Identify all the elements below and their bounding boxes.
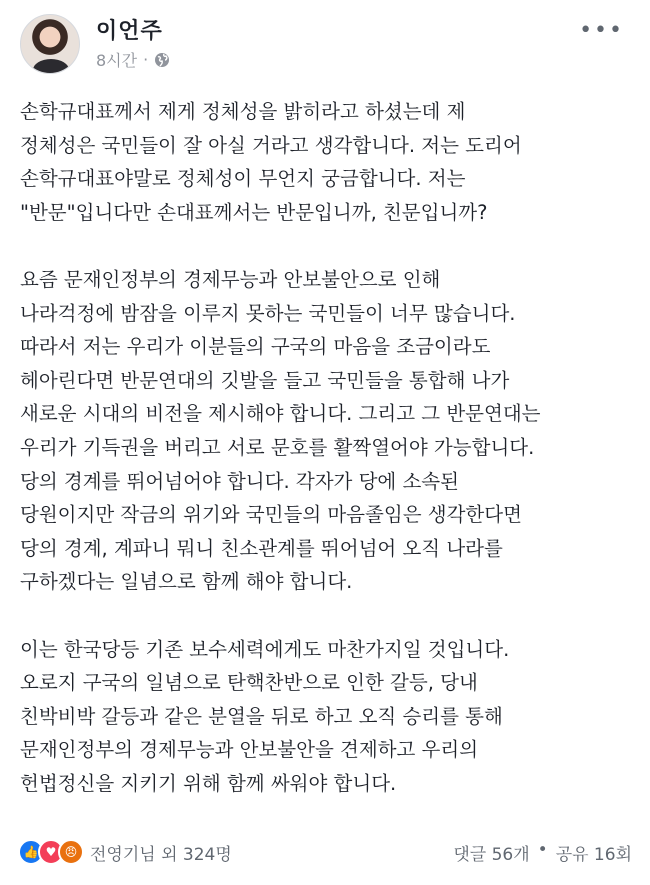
post-time[interactable]: 8시간	[96, 51, 138, 70]
paragraph-gap	[20, 599, 632, 633]
comments-count[interactable]: 댓글 56개	[453, 844, 530, 865]
reactions-count[interactable]: 전영기님 외 324명	[90, 844, 232, 865]
text-line: 따라서 저는 우리가 이분들의 구국의 마음을 조금이라도	[20, 335, 491, 359]
meta-dot: ·	[143, 50, 149, 69]
shares-count[interactable]: 공유 16회	[555, 844, 632, 865]
stats-separator: •	[537, 839, 548, 860]
text-line: 당의 경계, 계파니 뭐니 친소관계를 뛰어넘어 오직 나라를	[20, 536, 503, 560]
paragraph-1	[20, 95, 632, 229]
post-header	[18, 12, 632, 74]
text-line: 헤아린다면 반문연대의 깃발을 들고 국민들을 통합해 나가	[20, 368, 510, 392]
text-line: 요즘 문재인정부의 경제무능과 안보불안으로 인해	[20, 267, 441, 291]
text-line: "반문"입니다만 손대표께서는 반문입니까, 친문입니까?	[20, 200, 488, 224]
text-line: 우리가 기득권을 버리고 서로 문호를 활짝열어야 가능합니다.	[20, 435, 535, 459]
text-line: 오로지 구국의 일념으로 탄핵찬반으로 인한 갈등, 당내	[20, 671, 478, 695]
text-line: 구하겠다는 일념으로 함께 해야 합니다.	[20, 570, 353, 594]
globe-icon[interactable]	[154, 52, 170, 68]
more-horizontal-icon[interactable]: •••	[579, 18, 624, 43]
like-icon: 👍	[18, 839, 44, 865]
avatar[interactable]	[20, 14, 80, 74]
paragraph-3	[20, 633, 632, 801]
author-name[interactable]: 이언주	[96, 19, 163, 44]
love-icon: ♥	[38, 839, 64, 865]
text-line: 손학규대표께서 제게 정체성을 밝히라고 하셨는데 제	[20, 100, 466, 123]
post-stats	[453, 840, 632, 865]
angry-icon: 😠	[58, 839, 84, 865]
post-body	[20, 95, 632, 800]
text-line: 문재인정부의 경제무능과 안보불안을 견제하고 우리의	[20, 738, 479, 762]
text-line: 이는 한국당등 기존 보수세력에게도 마찬가지일 것입니다.	[20, 637, 510, 661]
paragraph-2	[20, 263, 632, 599]
text-line: 새로운 시대의 비전을 제시해야 합니다. 그리고 그 반문연대는	[20, 402, 541, 426]
post-meta	[96, 48, 170, 71]
text-line: 당원이지만 작금의 위기와 국민들의 마음졸임은 생각한다면	[20, 503, 522, 527]
text-line: 나라걱정에 밤잠을 이루지 못하는 국민들이 너무 많습니다.	[20, 301, 516, 325]
text-line: 손학규대표야말로 정체성이 무언지 궁금합니다. 저는	[20, 167, 466, 191]
text-line: 친박비박 갈등과 같은 분열을 뒤로 하고 오직 승리를 통해	[20, 704, 503, 728]
post-footer	[18, 836, 632, 868]
reactions-summary[interactable]	[18, 839, 232, 865]
reaction-icons	[18, 839, 84, 865]
paragraph-gap	[20, 229, 632, 263]
text-line: 헌법정신을 지키기 위해 함께 싸워야 합니다.	[20, 771, 397, 795]
text-line: 정체성은 국민들이 잘 아실 거라고 생각합니다. 저는 도리어	[20, 133, 522, 157]
text-line: 당의 경계를 뛰어넘어야 합니다. 각자가 당에 소속된	[20, 469, 459, 493]
